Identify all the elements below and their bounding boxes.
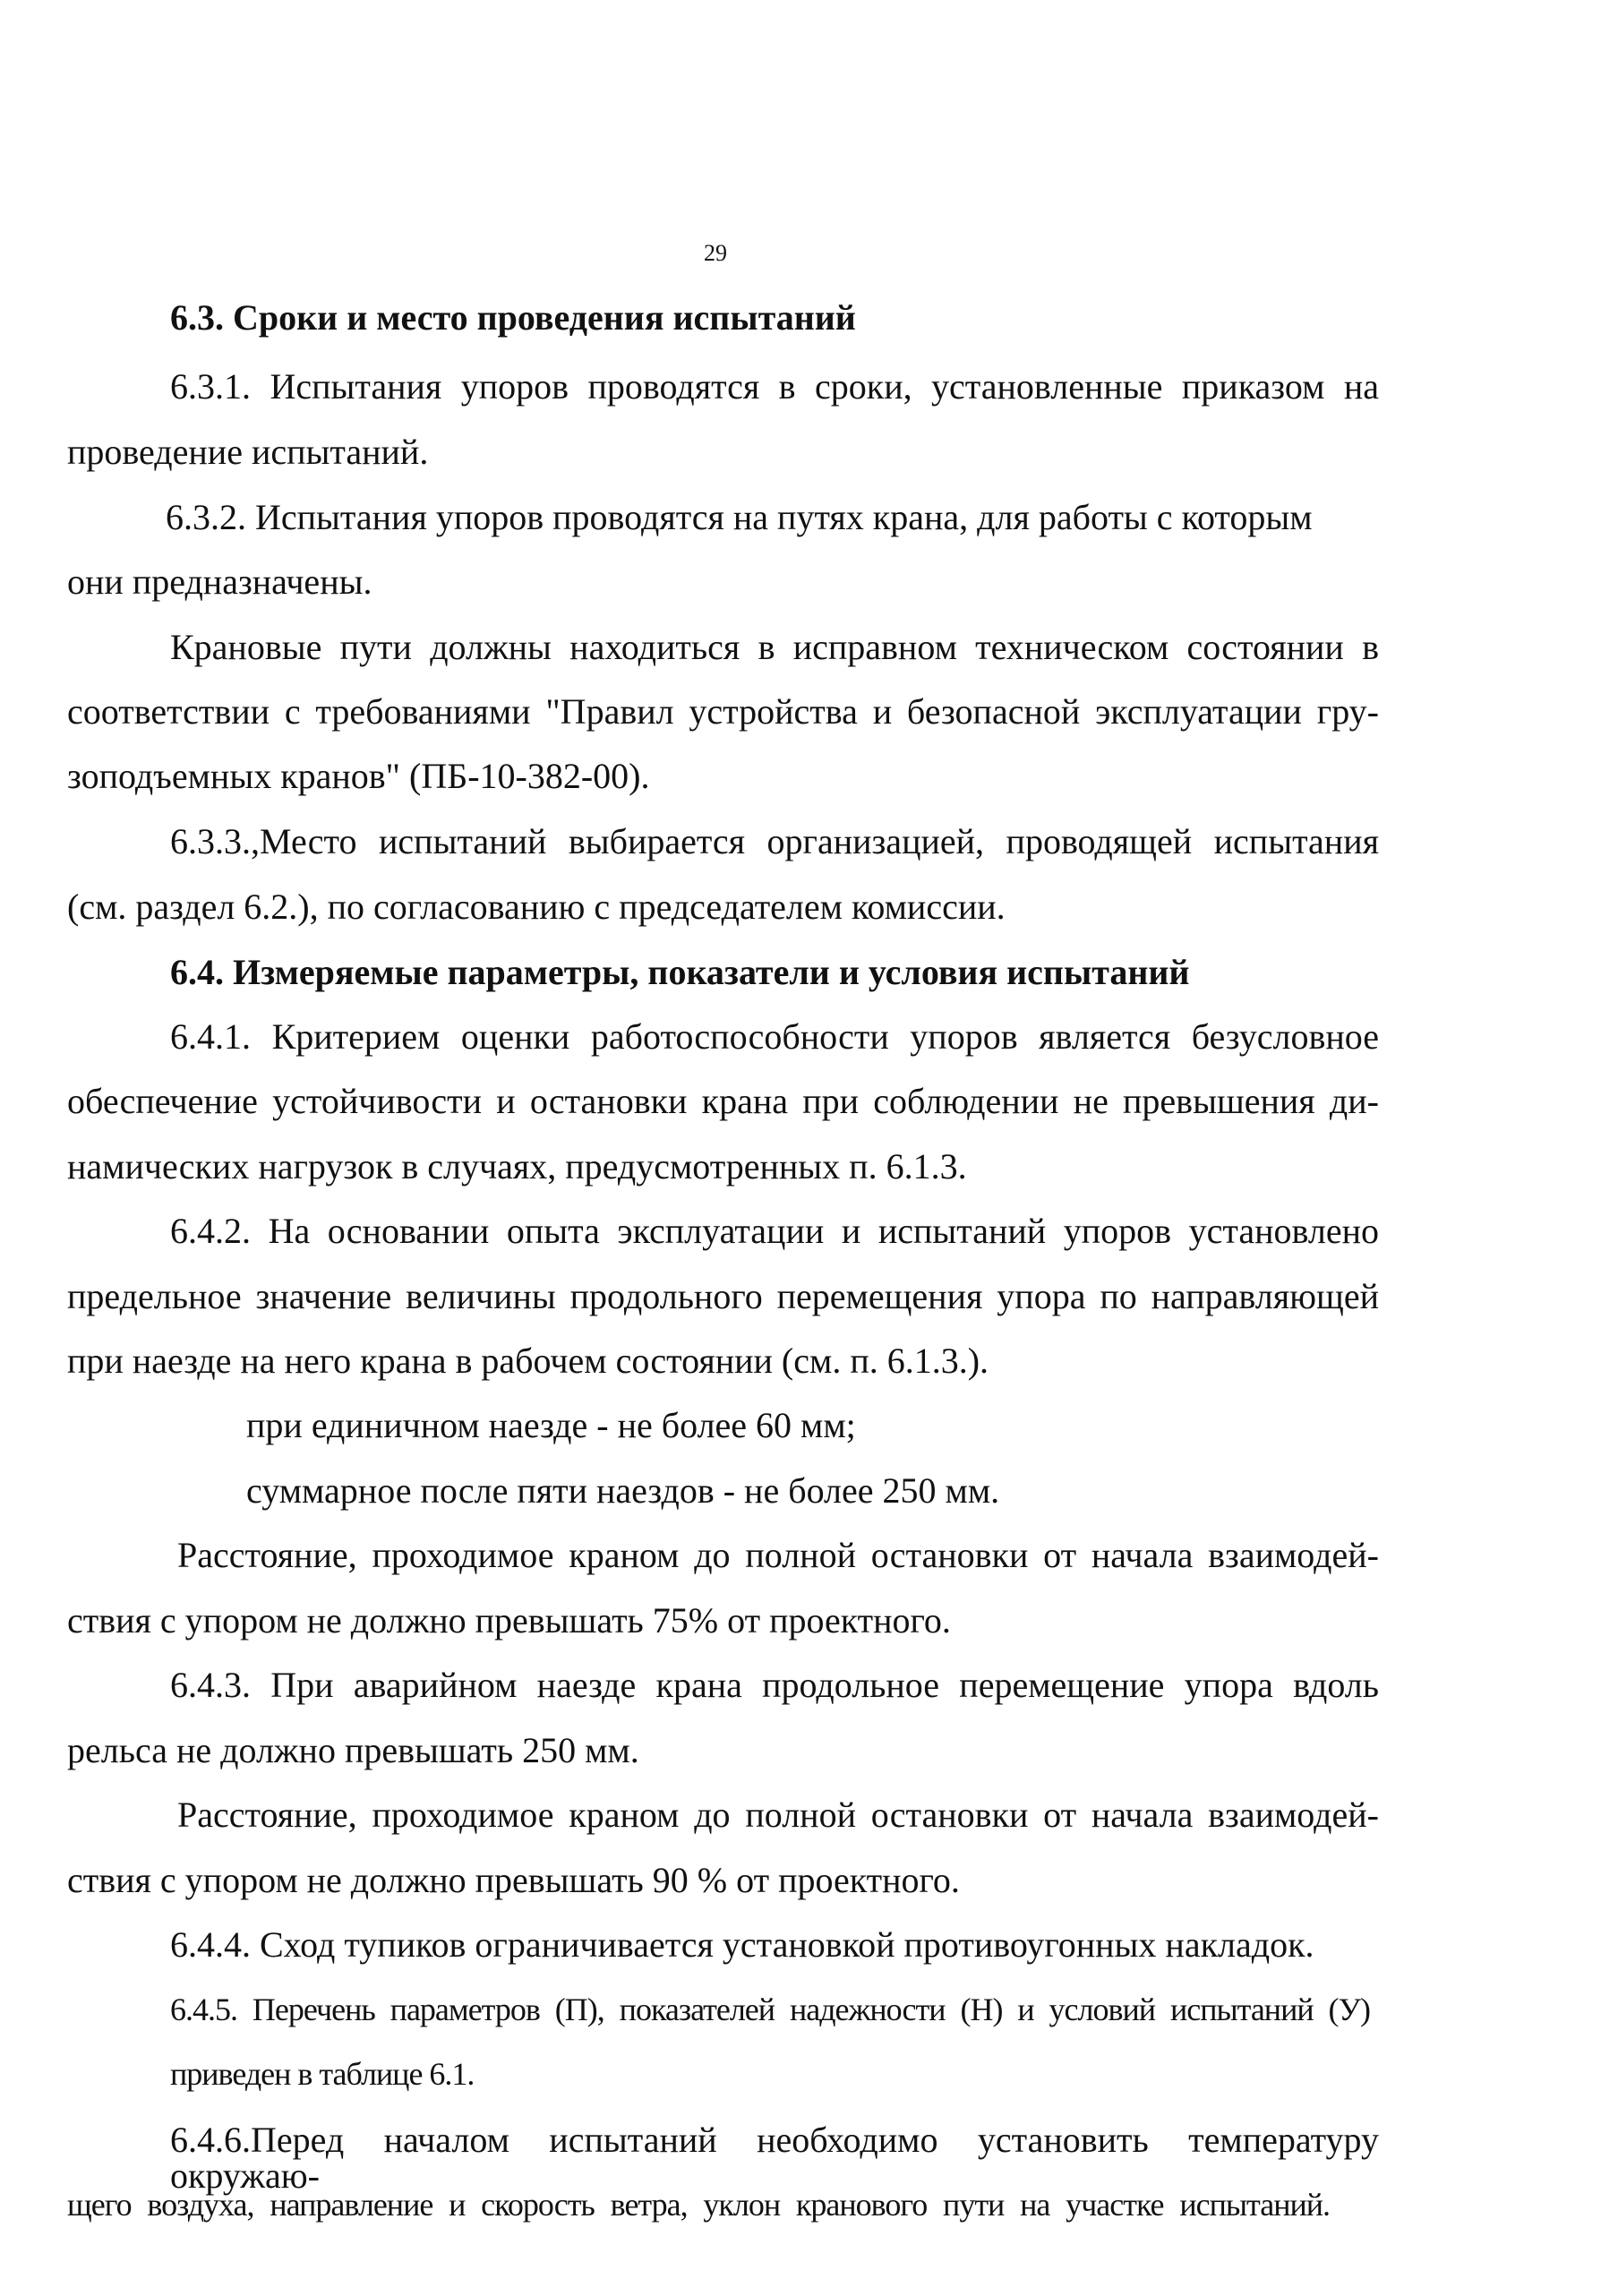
list-item: суммарное после пяти наездов - не более 250 мм. [246,1470,1000,1511]
paragraph-line: Расстояние, проходимое краном до полной остановки от начала взаимодей- [177,1795,1379,1835]
paragraph-line: проведение испытаний. [67,432,429,472]
section-heading-6-4: 6.4. Измеряемые параметры, показатели и условия испытаний [170,952,1190,992]
paragraph-line: рельса не должно превышать 250 мм. [67,1730,639,1770]
paragraph-line: ствия с упором не должно превышать 90 % от проектного. [67,1860,960,1900]
paragraph-line: обеспечение устойчивости и остановки крана при соблюдении не превышения ди- [67,1081,1379,1121]
paragraph-line: 6.3.3.,Место испытаний выбирается организацией, проводящей испытания [170,821,1379,861]
paragraph-line: ствия с упором не должно превышать 75% от проектного. [67,1600,951,1641]
paragraph-line: 6.4.5. Перечень параметров (П), показателей надежности (Н) и условий испытаний (У) [170,1992,1370,2027]
paragraph-line: соответствии с требованиями "Правил устройства и безопасной эксплуатации гру- [67,691,1379,732]
paragraph-line: при наезде на него крана в рабочем состоянии (см. п. 6.1.3.). [67,1341,989,1381]
paragraph-line: зоподъемных кранов" (ПБ-10-382-00). [67,756,650,796]
paragraph-line: 6.4.3. При аварийном наезде крана продольное перемещение упора вдоль [170,1665,1379,1705]
paragraph-line: приведен в таблице 6.1. [170,2056,475,2092]
paragraph-line: Крановые пути должны находиться в исправном техническом состоянии в [170,627,1379,667]
page-number: 29 [704,240,727,266]
paragraph-line: предельное значение величины продольного перемещения упора по направляющей [67,1276,1379,1316]
section-heading-6-3: 6.3. Сроки и место проведения испытаний [170,297,856,338]
paragraph-line: щего воздуха, направление и скорость ветра, уклон кранового пути на участке испытаний. [67,2187,1330,2223]
paragraph-line: 6.3.2. Испытания упоров проводятся на путях крана, для работы с которым [166,497,1313,537]
paragraph-line: 6.3.1. Испытания упоров проводятся в сроки, установленные приказом на [170,366,1379,407]
paragraph-line: Расстояние, проходимое краном до полной остановки от начала взаимодей- [177,1535,1379,1575]
paragraph-line: 6.4.1. Критерием оценки работоспособности упоров является безусловное [170,1016,1379,1057]
paragraph-line: (см. раздел 6.2.), по согласованию с председателем комиссии. [67,887,1006,927]
paragraph-line: 6.4.4. Сход тупиков ограничивается установкой противоугонных накладок. [170,1924,1314,1965]
paragraph-line: намических нагрузок в случаях, предусмотренных п. 6.1.3. [67,1146,967,1187]
list-item: при единичном наезде - не более 60 мм; [246,1405,856,1445]
paragraph-line: они предназначены. [67,561,372,602]
paragraph-line: 6.4.6.Перед началом испытаний необходимо установить температуру окружаю- [170,2120,1379,2196]
paragraph-line: 6.4.2. На основании опыта эксплуатации и испытаний упоров установлено [170,1211,1379,1251]
